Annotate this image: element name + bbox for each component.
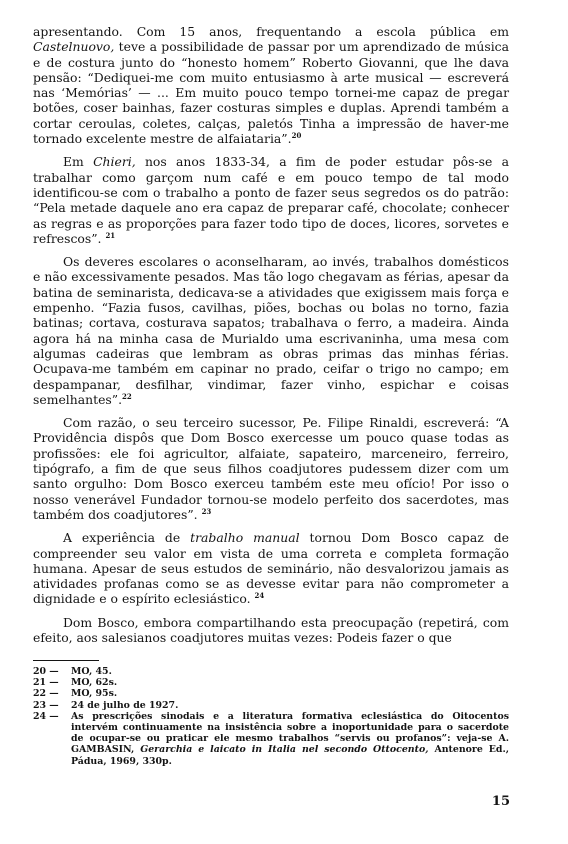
footnote-text: As prescrições sinodais e a literatura formativa eclesiástica do Oitocentos intervém continuamente na insistência sobre a inoportunidade para o sacerdote de ocupar-se ou praticar ele mesmo trabalhos “servis ou profanos”: veja-se A. GAMBASIN, Gerarchia e laicato in Italia nel secondo Ottocento, Antenore Ed., Pádua, 1969, 330p.: [71, 710, 509, 767]
footnote-number: 20 —: [33, 666, 59, 677]
paragraph-4: Com razão, o seu terceiro sucessor, Pe. Filipe Rinaldi, escreverá: “A Providência dispôs que Dom Bosco exercesse um pouco quase todas as profissões: ele foi agricultor, alfaiate, sapateiro, marceneiro, ferreiro, tipógrafo, a fim de que seus filhos coadjutores pudessem dizer com um santo orgulho: Dom Bosco exerceu também este meu ofício! Por isso o nosso venerável Fundador tornou-se modelo perfeito dos sacerdotes, mas também dos coadjutores”. $^{23}$: [33, 415, 509, 522]
footnote-divider: [33, 660, 99, 661]
page-number: 15: [491, 794, 510, 809]
paragraph-1: apresentando. Com 15 anos, frequentando a escola pública em Castelnuovo, teve a possibilidade de passar por um aprendizado de música e de costura junto do “honesto homem” Roberto Giovanni, que lhe dava pensão: “Dediquei-me com muito entusiasmo à arte musical — escreverá nas ‘Memórias’ — ... Em muito pouco tempo tornei-me capaz de pregar botões, coser bainhas, fazer costuras simples e duplas. Aprendi também a cortar ceroulas, coletes, calças, paletós Tinha a impressão de haver-me tornado excelente mestre de alfaiataria”.$^{20}$: [33, 24, 509, 147]
footnote-21: [33, 677, 509, 688]
footnote-text: MO, 95s.: [71, 688, 118, 700]
footnote-22: [33, 688, 509, 699]
paragraph-5: A experiência de trabalho manual tornou Dom Bosco capaz de compreender seu valor em vista de uma correta e completa formação humana. Apesar de seus estudos de seminário, não desvalorizou jamais as atividades profanas como se as devesse evitar para não comprometer a dignidade e o espírito eclesiástico. $^{24}$: [33, 530, 509, 607]
paragraph-3: Os deveres escolares o aconselharam, ao invés, trabalhos domésticos e não excessivamente pesados. Mas tão logo chegavam as férias, apesar da batina de seminarista, dedicava-se a atividades que exigissem mais força e empenho. “Fazia fusos, cavilhas, piões, bochas ou bolas no torno, fazia batinas; cortava, costurava sapatos; trabalhava o ferro, a madeira. Ainda agora há na minha casa de Murialdo uma escrivaninha, uma mesa com algumas cadeiras que lembram as obras primas das minhas férias. Ocupava-me também em capinar no prado, ceifar o trigo no campo; em despampanar, desfilhar, vindimar, fazer vinho, espichar e coisas semelhantes”.$^{22}$: [33, 254, 509, 407]
footnote-text: MO, 62s.: [71, 677, 118, 689]
paragraph-6: Dom Bosco, embora compartilhando esta preocupação (repetirá, com efeito, aos salesianos coadjutores muitas vezes: Podeis fazer o que: [33, 614, 509, 645]
footnotes: [33, 666, 509, 767]
footnote-text: MO, 45.: [71, 666, 112, 677]
footnote-24: [33, 711, 509, 767]
footnote-number: 21 —: [33, 677, 59, 689]
footnote-ref: 22: [122, 391, 132, 401]
footnote-number: 24 —: [33, 710, 59, 722]
paragraph-2: Em Chieri, nos anos 1833-34, a fim de poder estudar pôs-se a trabalhar como garçom num café e em pouco tempo de tal modo identificou-se com o trabalho a ponto de fazer seus segredos os do patrão: “Pela metade daquele ano era capaz de preparar café, chocolate; conhecer as regras e as proporções para fazer todo tipo de doces, licores, sorvetes e refrescos”. $^{21}$: [33, 154, 510, 246]
footnote-text: 24 de julho de 1927.: [71, 699, 179, 711]
footnote-number: 23 —: [33, 699, 59, 711]
footnote-ref: 23: [201, 506, 212, 516]
footnote-ref: 20: [291, 130, 302, 140]
footnote-20: [33, 666, 509, 677]
footnote-ref: 21: [105, 230, 116, 240]
footnote-ref: 24: [254, 591, 265, 601]
footnote-23: [33, 700, 509, 711]
footnote-number: 22 —: [33, 688, 59, 700]
main-text: [33, 24, 509, 653]
